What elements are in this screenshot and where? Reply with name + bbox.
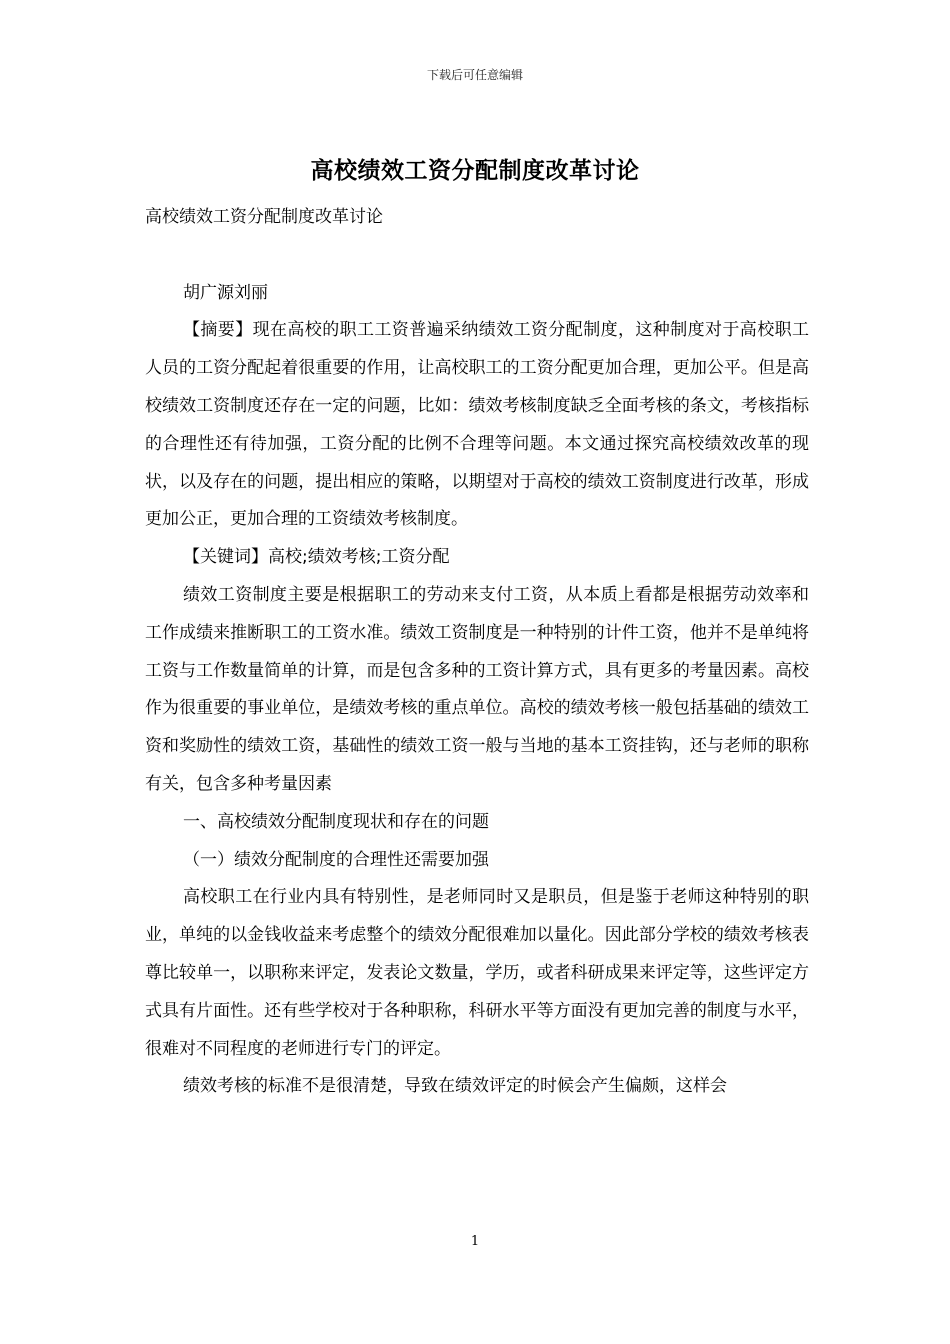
document-body bbox=[145, 199, 809, 1106]
header-note: 下载后可任意编辑 bbox=[426, 68, 523, 82]
keywords-line: 【关键词】高校;绩效考核;工资分配 bbox=[183, 547, 450, 568]
authors-line: 胡广源刘丽 bbox=[183, 282, 268, 303]
section-heading: 一、高校绩效分配制度现状和存在的问题 bbox=[183, 811, 489, 832]
intro-paragraph: 绩效工资制度主要是根据职工的劳动来支付工资，从本质上看都是根据劳动效率和工作成绩来推断职工的工资水准。绩效工资制度是一种特别的计件工资，他并不是单纯将工资与工作数量简单的计算，而是包含多种的工资计算方式，具有更多的考量因素。高校作为很重要的事业单位，是绩效考核的重点单位。高校的绩效考核一般包括基础的绩效工资和奖励性的绩效工资，基础性的绩效工资一般与当地的基本工资挂钩，还与老师的职称有关，包含多种考量因素 bbox=[145, 584, 809, 794]
subsection-heading: （一）绩效分配制度的合理性还需要加强 bbox=[183, 849, 489, 870]
document-title: 高校绩效工资分配制度改革讨论 bbox=[310, 158, 640, 184]
body-paragraph: 绩效考核的标准不是很清楚，导致在绩效评定的时候会产生偏颇，这样会 bbox=[183, 1076, 727, 1097]
document-subtitle: 高校绩效工资分配制度改革讨论 bbox=[145, 207, 383, 227]
body-paragraph: 高校职工在行业内具有特别性，是老师同时又是职员，但是鉴于老师这种特别的职业，单纯的以金钱收益来考虑整个的绩效分配很难加以量化。因此部分学校的绩效考核表尊比较单一，以职称来评定，发表论文数量，学历，或者科研成果来评定等，这些评定方式具有片面性。还有些学校对于各种职称，科研水平等方面没有更加完善的制度与水平，很难对不同程度的老师进行专门的评定。 bbox=[145, 887, 809, 1059]
page-number: 1 bbox=[470, 1234, 480, 1249]
abstract-paragraph: 【摘要】现在高校的职工工资普遍采纳绩效工资分配制度，这种制度对于高校职工人员的工资分配起着很重要的作用，让高校职工的工资分配更加合理，更加公平。但是高校绩效工资制度还存在一定的问题，比如：绩效考核制度缺乏全面考核的条文，考核指标的合理性还有待加强，工资分配的比例不合理等问题。本文通过探究高校绩效改革的现状，以及存在的问题，提出相应的策略，以期望对于高校的绩效工资制度进行改革，形成更加公正，更加合理的工资绩效考核制度。 bbox=[145, 320, 809, 530]
